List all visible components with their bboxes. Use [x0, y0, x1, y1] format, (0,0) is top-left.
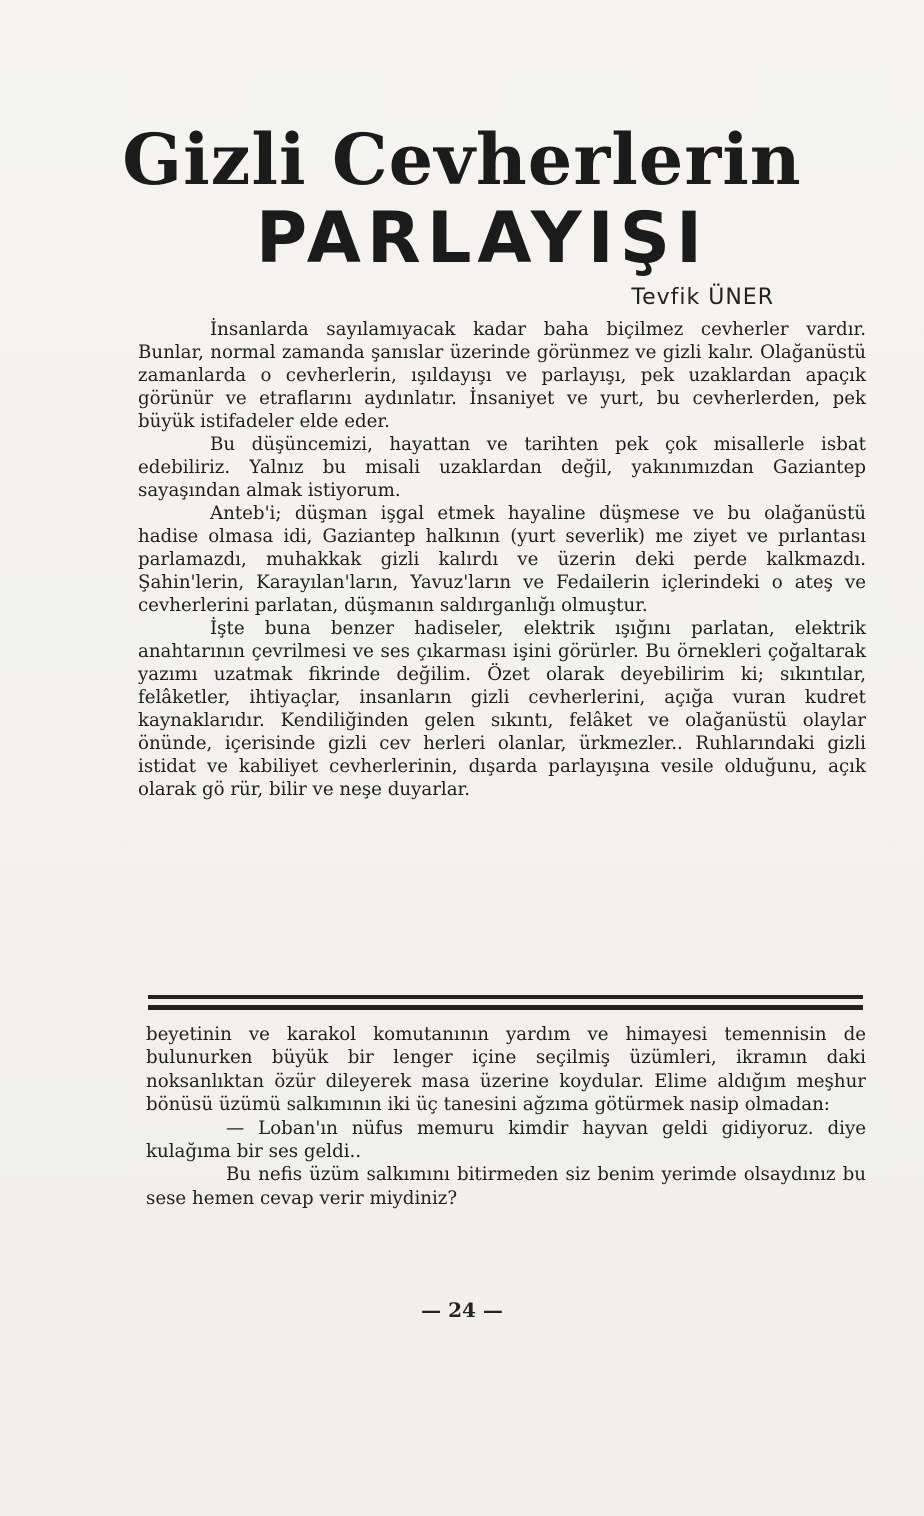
story-body [146, 1023, 866, 1210]
article-paragraph: Bu düşüncemizi, hayattan ve tarihten pek çok misallerle isbat edebiliriz. Yalnız bu misali uzaklardan değil, yakınımızdan Gaziantep sayaşından almak istiyorum. [138, 434, 866, 501]
section-divider-bottom [148, 1005, 863, 1010]
article-body [138, 318, 866, 801]
story-paragraph: — Loban'ın nüfus memuru kimdir hayvan geldi gidiyoruz. diye kulağıma bir ses geldi.. [146, 1117, 866, 1163]
section-divider-top [148, 995, 863, 999]
story-paragraph: Bu nefis üzüm salkımını bitirmeden siz benim yerimde olsaydınız bu sese hemen cevap verir miydiniz? [146, 1164, 866, 1209]
page-number: — 24 — [421, 1298, 503, 1322]
title-line-2: PARLAYIŞI [255, 197, 709, 279]
article-paragraph: İşte buna benzer hadiseler, elektrik ışığını parlatan, elektrik anahtarının çevrilmesi ve ses çıkarması işini görürler. Bu örnekleri çoğaltarak yazımı uzatmak fikrinde değilim. Özet olarak deyebilirim ki; sıkıntılar, felâketler, ihtiyaçlar, insanların gizli cevherlerini, açığa vuran kudret kaynaklarıdır. Kendiliğinden gelen sıkıntı, felâket ve olağanüstü olaylar önünde, içerisinde gizli cev herleri olanlar, ürkmezler.. Ruhlarındaki gizli istidat ve kabiliyet cevherlerinin, dışarda parlayışına vesile olduğunu, açık olarak gö rür, bilir ve neşe duyarlar. [138, 618, 866, 800]
article-paragraph: Anteb'i; düşman işgal etmek hayaline düşmese ve bu olağanüstü hadise olmasa idi, Gaziantep halkının (yurt severlik) me ziyet ve pırlantası parlamazdı, muhakkak gizli kalırdı ve üzerin deki perde kalkmazdı. Şahin'lerin, Karayılan'ların, Yavuz'ların ve Fedailerin içlerindeki o ateş ve cevherlerini parlatan, düşmanın saldırganlığı olmuştur. [138, 503, 866, 616]
story-paragraph: beyetinin ve karakol komutanının yardım ve himayesi temennisin de bulunurken büyük bir lenger içine seçilmiş üzümleri, ikramın daki noksanlıktan özür dileyerek masa üzerine koydular. Elime aldığım meşhur bönüsü üzümü salkımının iki üç tanesini ağzıma götürmek nasip olmadan: [146, 1024, 866, 1116]
article-paragraph: İnsanlarda sayılamıyacak kadar baha biçilmez cevherler vardır. Bunlar, normal zamanda şanıslar üzerinde görünmez ve gizli kalır. Olağanüstü zamanlarda o cevherlerin, ışıldayışı ve parlayışı, pek uzaklardan apaçık görünür ve etraflarını aydınlatır. İnsaniyet ve yurt, bu cevherlerden, pek büyük istifadeler elde eder. [138, 319, 866, 432]
title-line-1: Gizli Cevherlerin [122, 118, 802, 201]
author-name: Tevfik ÜNER [631, 285, 774, 310]
